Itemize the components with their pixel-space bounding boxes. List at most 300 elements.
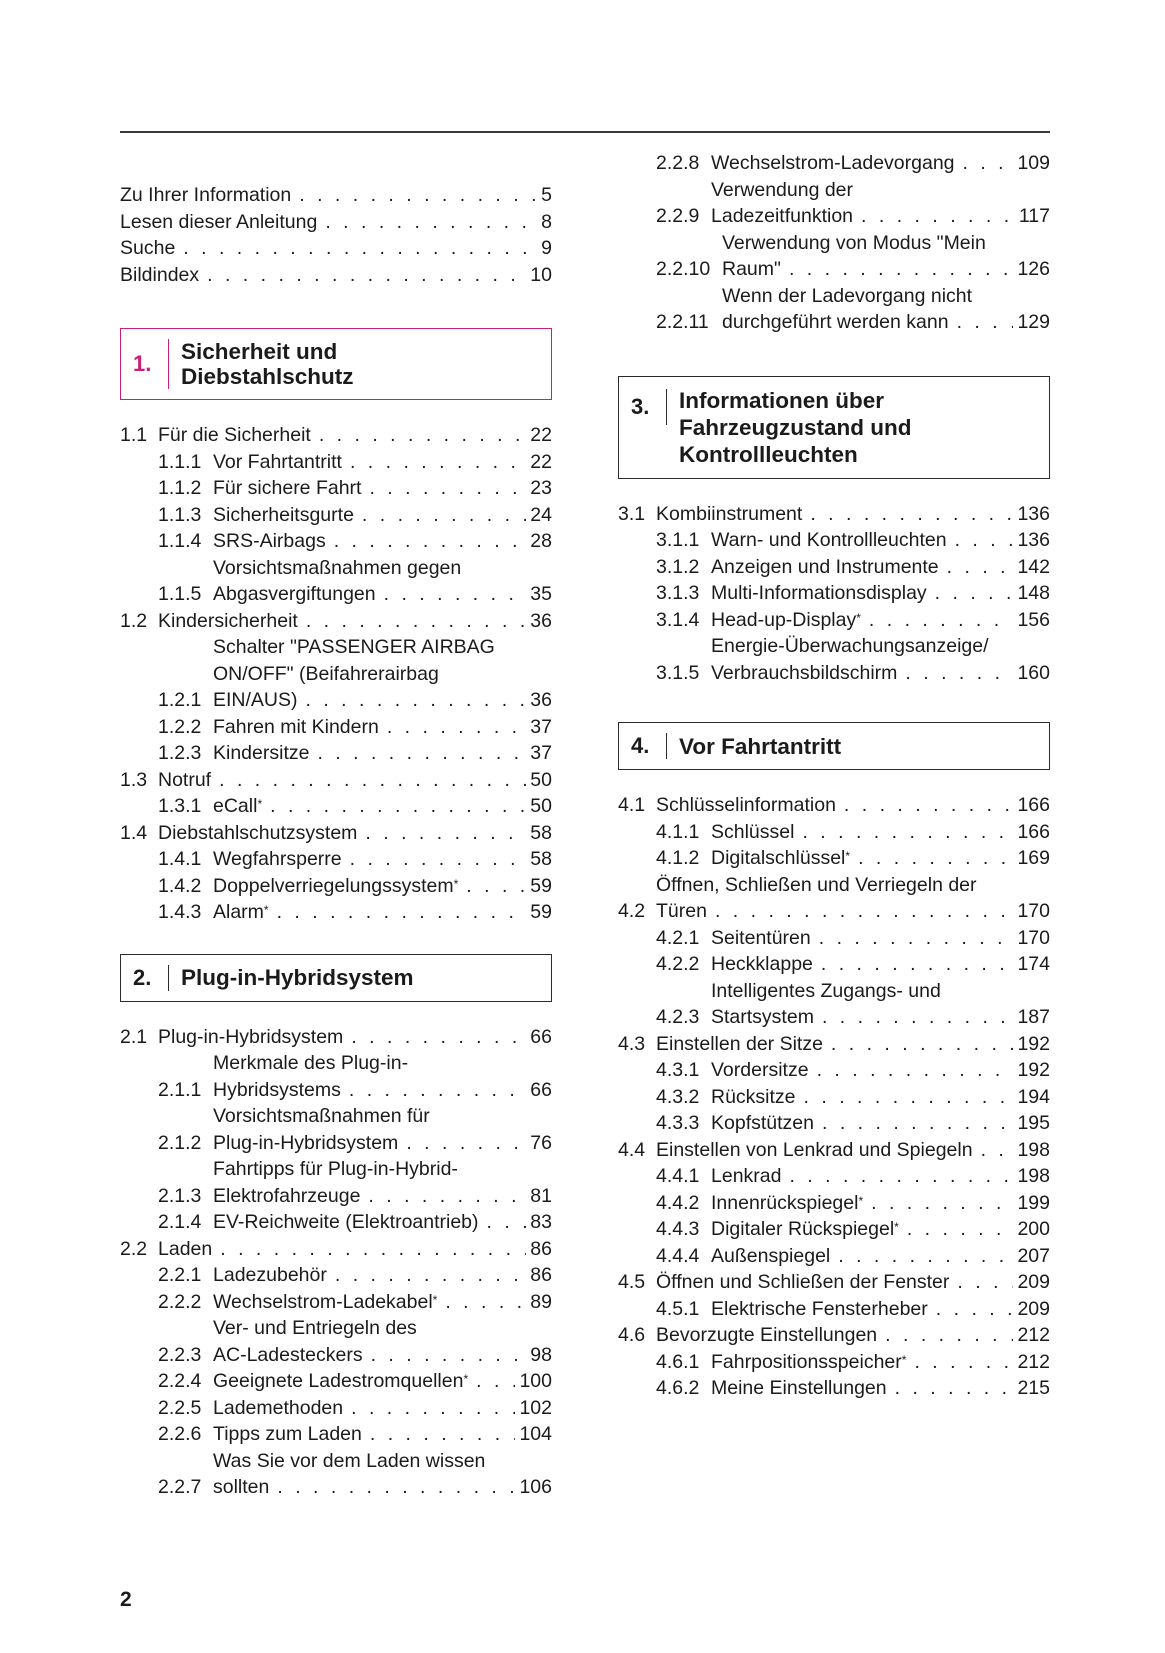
leader-dots (831, 1031, 1014, 1058)
leader-dots (370, 1421, 516, 1448)
toc-entry-number: 4.3.2 (656, 1085, 700, 1108)
toc-entry-last-line (711, 819, 1050, 846)
toc-entry-last-line (213, 581, 552, 608)
toc-entry[interactable] (120, 262, 552, 289)
toc-entry-last-line (213, 1368, 552, 1395)
toc-entry-title: Kombiinstrument (656, 502, 803, 525)
toc-entry[interactable] (618, 1057, 1050, 1084)
toc-entry-last-line (158, 1024, 552, 1051)
leader-dots (365, 820, 526, 847)
toc-entry-page: 194 (1017, 1085, 1050, 1108)
toc-entry-number: 4.5.1 (656, 1297, 700, 1320)
toc-entry-number: 4.1.2 (656, 847, 700, 869)
toc-entry[interactable] (120, 1050, 552, 1103)
leader-dots (349, 1077, 526, 1104)
toc-entry-text (213, 1209, 552, 1236)
footnote-asterisk: * (845, 849, 851, 863)
toc-entry-page: 66 (530, 1025, 552, 1048)
toc-entry-number: 1.2 (120, 609, 148, 632)
chapter-3-list (618, 501, 1050, 687)
toc-entry[interactable] (618, 177, 1050, 230)
toc-entry-page: 166 (1017, 794, 1050, 816)
toc-entry-page: 83 (530, 1211, 552, 1233)
toc-entry-number: 2.2.2 (158, 1290, 202, 1313)
toc-entry-page: 50 (530, 795, 552, 817)
chapter-4-list (618, 792, 1050, 1402)
toc-entry[interactable] (618, 1322, 1050, 1349)
leader-dots (861, 203, 1015, 230)
toc-entry-text (656, 1322, 1050, 1349)
toc-entry-page: 126 (1017, 258, 1050, 280)
toc-entry-text (213, 528, 552, 555)
toc-entry-last-line (213, 1262, 552, 1289)
toc-entry-text (711, 925, 1050, 952)
toc-entry-last-line (711, 1349, 1050, 1376)
toc-entry-title: Fahren mit Kindern (213, 715, 379, 738)
toc-entry-number: 4.3.3 (656, 1112, 700, 1134)
footnote-asterisk: * (858, 1193, 864, 1208)
toc-entry-number: 1.4.2 (158, 874, 202, 897)
toc-entry[interactable] (120, 1103, 552, 1156)
toc-entry[interactable] (120, 1395, 552, 1422)
toc-entry-last-line (722, 309, 1050, 336)
toc-entry-text (656, 1269, 1050, 1296)
toc-entry-title: Ladezeitfunktion (711, 205, 854, 227)
toc-entry[interactable] (618, 527, 1050, 554)
toc-entry[interactable] (120, 1315, 552, 1368)
toc-entry[interactable] (120, 1209, 552, 1236)
leader-dots (955, 527, 1014, 554)
toc-entry-text (213, 1448, 552, 1501)
toc-entry-title: Multi-Informationsdisplay (711, 582, 927, 604)
toc-entry[interactable] (618, 978, 1050, 1031)
leader-dots (957, 309, 1014, 336)
toc-entry-last-line (656, 1269, 1050, 1296)
toc-entry-text (711, 633, 1050, 686)
chapter-2-continued-list (618, 150, 1050, 336)
toc-entry[interactable] (120, 899, 552, 926)
toc-entry-page: 22 (530, 450, 552, 473)
toc-entry-page: 98 (530, 1343, 552, 1366)
toc-entry-title: Türen (656, 900, 707, 922)
toc-entry-page: 37 (530, 742, 552, 764)
leader-dots (351, 1395, 515, 1422)
toc-entry[interactable] (618, 1375, 1050, 1402)
toc-entry-page: 28 (530, 530, 552, 552)
toc-entry-number: 2.2.5 (158, 1396, 202, 1419)
toc-entry-title: Alarm (213, 901, 264, 923)
toc-entry-text (711, 1216, 1050, 1243)
toc-entry[interactable] (618, 150, 1050, 177)
toc-entry-text (213, 846, 552, 873)
toc-entry-title: Rücksitze (711, 1085, 796, 1108)
toc-entry-page: 109 (1017, 152, 1050, 174)
toc-entry-number: 4.3 (618, 1032, 646, 1055)
toc-entry[interactable] (618, 925, 1050, 952)
toc-entry[interactable] (618, 1190, 1050, 1217)
toc-entry-title: eCall (213, 795, 258, 817)
toc-entry[interactable] (120, 1024, 552, 1051)
toc-entry-text (711, 978, 1050, 1031)
toc-entry-text (213, 555, 552, 608)
leader-dots (947, 554, 1014, 581)
toc-entry-last-line (711, 580, 1050, 607)
leader-dots (935, 580, 1014, 607)
toc-entry-number: 4.4.2 (656, 1191, 700, 1214)
toc-entry-title: Plug-in-Hybridsystem (213, 1131, 399, 1154)
toc-entry-last-line (213, 740, 552, 767)
toc-entry-text (711, 607, 1050, 634)
toc-entry-title: AC-Ladesteckers (213, 1343, 363, 1366)
toc-entry-number: 4.2.1 (656, 926, 700, 949)
leader-dots (369, 475, 526, 502)
toc-entry[interactable] (120, 182, 552, 209)
toc-entry-title: Startsystem (711, 1006, 814, 1028)
toc-entry-last-line (213, 1395, 552, 1422)
toc-entry[interactable] (120, 1156, 552, 1209)
toc-entry[interactable] (618, 1216, 1050, 1243)
toc-entry[interactable] (120, 1236, 552, 1263)
toc-entry-last-line (711, 1057, 1050, 1084)
toc-entry-last-line (158, 820, 552, 847)
toc-entry-page: 35 (530, 583, 552, 605)
toc-entry-text (711, 150, 1050, 177)
toc-entry[interactable] (120, 528, 552, 555)
toc-entry-last-line (711, 660, 1050, 687)
toc-entry-last-line (711, 554, 1050, 581)
toc-entry[interactable] (120, 608, 552, 635)
toc-entry-page: 142 (1017, 555, 1050, 578)
toc-entry[interactable] (618, 1163, 1050, 1190)
toc-entry-title: Lademethoden (213, 1396, 344, 1419)
toc-entry-last-line (213, 1289, 552, 1316)
leader-dots (371, 1342, 527, 1369)
toc-entry[interactable] (618, 1031, 1050, 1058)
leader-dots (466, 873, 526, 900)
leader-dots (351, 1024, 526, 1051)
chapter-1-title: Sicherheit und Diebstahlschutz (181, 339, 354, 389)
toc-entry[interactable] (618, 951, 1050, 978)
toc-entry-last-line (120, 209, 552, 236)
toc-entry-text (711, 845, 1050, 872)
toc-entry-number: 1.4.1 (158, 848, 202, 870)
toc-entry-text (711, 1057, 1050, 1084)
toc-entry[interactable] (120, 873, 552, 900)
toc-entry-text (711, 1243, 1050, 1270)
toc-entry-text (722, 230, 1050, 283)
leader-dots (183, 235, 537, 262)
toc-entry-number: 2.1.1 (158, 1078, 202, 1101)
toc-entry-text (213, 502, 552, 529)
toc-entry-last-line (711, 527, 1050, 554)
toc-entry-page: 58 (530, 821, 552, 844)
toc-entry[interactable] (120, 740, 552, 767)
toc-entry[interactable] (618, 1110, 1050, 1137)
toc-entry[interactable] (120, 1262, 552, 1289)
toc-entry-number: 4.4.1 (656, 1165, 700, 1187)
toc-entry[interactable] (120, 793, 552, 820)
chapter-3-number: 3. (619, 389, 667, 425)
toc-entry-title: Ladezubehör (213, 1264, 327, 1286)
toc-entry[interactable] (618, 501, 1050, 528)
toc-entry-title: Vor Fahrtantritt (213, 450, 342, 473)
toc-entry-number: 2.2.6 (158, 1423, 202, 1445)
toc-entry-number: 4.4.3 (656, 1218, 700, 1240)
toc-entry-text (213, 1395, 552, 1422)
toc-entry-page: 215 (1017, 1377, 1050, 1399)
leader-dots (219, 767, 526, 794)
toc-entry[interactable] (120, 235, 552, 262)
chapter-2-header (120, 954, 552, 1002)
toc-entry-title-line: Verwendung der (711, 178, 854, 201)
chapter-2-list (120, 1024, 552, 1501)
toc-entry-title: Plug-in-Hybridsystem (158, 1025, 344, 1048)
toc-entry-last-line (213, 793, 552, 820)
toc-entry-text (711, 951, 1050, 978)
toc-entry-number: 4.2.3 (656, 1006, 700, 1028)
toc-entry-page: 8 (541, 210, 552, 233)
toc-entry-title: Kindersitze (213, 742, 310, 764)
toc-entry-page: 59 (530, 901, 552, 923)
toc-entry-title: Suche (120, 237, 176, 259)
toc-entry-number: 1.3 (120, 768, 148, 791)
toc-entry[interactable] (120, 449, 552, 476)
leader-dots (350, 449, 526, 476)
toc-entry[interactable] (618, 792, 1050, 819)
toc-entry-title: Tipps zum Laden (213, 1423, 362, 1445)
toc-entry-title-line: Was Sie vor dem Laden wissen (213, 1449, 486, 1472)
toc-entry-number: 2.2.7 (158, 1476, 202, 1498)
toc-entry-page: 207 (1017, 1244, 1050, 1267)
toc-entry[interactable] (618, 872, 1050, 925)
toc-entry-last-line (213, 714, 552, 741)
toc-entry-last-line (656, 1137, 1050, 1164)
toc-entry-number: 4.6.2 (656, 1377, 700, 1399)
toc-entry[interactable] (120, 502, 552, 529)
toc-entry[interactable] (618, 1137, 1050, 1164)
toc-entry-number: 1.1 (120, 424, 148, 446)
leader-dots (476, 1368, 515, 1395)
toc-entry-text (213, 1421, 552, 1448)
toc-entry-number: 1.2.2 (158, 715, 202, 738)
toc-entry-title: Fahrpositionsspeicher (711, 1350, 902, 1373)
toc-entry-number: 1.3.1 (158, 795, 202, 817)
toc-entry[interactable] (120, 1448, 552, 1501)
toc-entry[interactable] (618, 230, 1050, 283)
toc-entry-title: Außenspiegel (711, 1244, 831, 1267)
toc-entry-number: 2.1.3 (158, 1184, 202, 1207)
toc-entry-title: Elektrische Fensterheber (711, 1297, 928, 1320)
toc-entry[interactable] (618, 1084, 1050, 1111)
page-number: 2 (120, 1588, 132, 1611)
toc-entry-text (120, 262, 552, 289)
leader-dots (334, 528, 527, 555)
toc-entry-title-line: Wenn der Ladevorgang nicht (722, 284, 973, 307)
toc-entry-page: 212 (1017, 1324, 1050, 1346)
toc-entry-page: 156 (1017, 608, 1050, 631)
toc-entry[interactable] (618, 607, 1050, 634)
toc-entry-page: 58 (530, 848, 552, 870)
toc-entry-last-line (120, 182, 552, 209)
toc-entry-page: 170 (1017, 926, 1050, 949)
toc-entry-title: Laden (158, 1237, 213, 1260)
toc-entry[interactable] (618, 819, 1050, 846)
leader-dots (914, 1349, 1013, 1376)
toc-entry-number: 2.2.3 (158, 1343, 202, 1366)
toc-entry-text (213, 475, 552, 502)
toc-entry-title: Kindersicherheit (158, 609, 298, 632)
toc-entry-page: 198 (1017, 1138, 1050, 1161)
chapter-1-number: 1. (121, 339, 169, 389)
toc-entry-number: 1.1.5 (158, 583, 202, 605)
toc-entry-text (656, 792, 1050, 819)
toc-entry-title: Bildindex (120, 263, 200, 286)
leader-dots (885, 1322, 1013, 1349)
toc-entry-title: Schlüsselinformation (656, 794, 836, 816)
leader-dots (822, 1110, 1013, 1137)
toc-entry[interactable] (120, 1368, 552, 1395)
toc-entry-text (213, 634, 552, 714)
footnote-asterisk: * (894, 1220, 899, 1234)
toc-entry-number: 3.1 (618, 502, 646, 525)
toc-entry-number: 2.1 (120, 1025, 148, 1048)
chapter-4-header (618, 722, 1050, 770)
toc-entry-number: 4.4 (618, 1138, 646, 1161)
toc-entry-title: Für die Sicherheit (158, 424, 311, 446)
toc-entry-number: 2.2.8 (656, 152, 700, 174)
leader-dots (350, 846, 527, 873)
toc-entry-last-line (711, 925, 1050, 952)
leader-dots (445, 1289, 526, 1316)
leader-dots (317, 740, 526, 767)
toc-entry[interactable] (618, 845, 1050, 872)
toc-entry-text (656, 1031, 1050, 1058)
toc-entry-last-line (213, 502, 552, 529)
toc-entry[interactable] (618, 1349, 1050, 1376)
toc-entry-title: sollten (213, 1476, 270, 1498)
leader-dots (220, 1236, 526, 1263)
toc-entry[interactable] (618, 554, 1050, 581)
toc-entry[interactable] (618, 633, 1050, 686)
leader-dots (810, 501, 1013, 528)
toc-entry-number: 3.1.2 (656, 555, 700, 578)
toc-entry-last-line (722, 256, 1050, 283)
leader-dots (817, 1057, 1014, 1084)
footnote-asterisk: * (856, 610, 861, 625)
toc-entry-number: 3.1.3 (656, 582, 700, 604)
toc-entry-last-line (213, 449, 552, 476)
toc-entry-number: 4.5 (618, 1271, 646, 1293)
toc-entry-last-line (213, 475, 552, 502)
toc-entry[interactable] (618, 283, 1050, 336)
toc-entry-text (120, 182, 552, 209)
toc-entry-last-line (213, 873, 552, 900)
toc-entry-number: 2.2.9 (656, 205, 700, 227)
toc-entry-title: Digitalschlüssel (711, 847, 846, 869)
toc-entry-title-line: Schalter "PASSENGER AIRBAG (213, 636, 495, 658)
toc-entry-last-line (213, 846, 552, 873)
toc-entry-text (213, 1262, 552, 1289)
toc-entry-page: 195 (1017, 1112, 1050, 1134)
footnote-asterisk: * (257, 797, 263, 811)
toc-entry-title: Einstellen der Sitze (656, 1032, 823, 1055)
toc-entry-title: Digitaler Rückspiegel (711, 1218, 895, 1240)
toc-entry-text (213, 449, 552, 476)
toc-entry-number: 4.4.4 (656, 1244, 700, 1267)
toc-entry[interactable] (618, 1269, 1050, 1296)
leader-dots (487, 1209, 527, 1236)
toc-entry-text (158, 1236, 552, 1263)
toc-entry-last-line (213, 528, 552, 555)
toc-entry[interactable] (120, 555, 552, 608)
toc-entry-page: 169 (1017, 847, 1050, 869)
toc-entry-number: 1.1.3 (158, 503, 202, 526)
toc-entry[interactable] (120, 1421, 552, 1448)
toc-entry-page: 36 (530, 609, 552, 632)
toc-entry[interactable] (120, 422, 552, 449)
toc-entry-text (158, 608, 552, 635)
toc-entry-page: 10 (530, 263, 552, 286)
toc-entry-page: 102 (519, 1396, 552, 1419)
toc-entry-title: Doppelverriegelungssystem (213, 874, 454, 897)
toc-entry-number: 4.2.2 (656, 953, 700, 975)
toc-entry-text (213, 1156, 552, 1209)
toc-entry[interactable] (120, 475, 552, 502)
chapter-2-title: Plug-in-Hybridsystem (181, 965, 414, 990)
toc-entry-title: Seitentüren (711, 926, 811, 949)
toc-entry-text (213, 714, 552, 741)
toc-entry[interactable] (120, 209, 552, 236)
toc-entry-title: EV-Reichweite (Elektroantrieb) (213, 1211, 479, 1233)
toc-entry[interactable] (120, 714, 552, 741)
toc-entry[interactable] (618, 1243, 1050, 1270)
toc-entry-page: 170 (1017, 900, 1050, 922)
toc-entry-number: 2.2.1 (158, 1264, 202, 1286)
leader-dots (819, 925, 1014, 952)
toc-entry-title: Innenrückspiegel (711, 1191, 859, 1214)
toc-entry-number: 4.2 (618, 900, 646, 922)
toc-entry-title-line: Ver- und Entriegeln des (213, 1317, 417, 1339)
toc-entry[interactable] (618, 580, 1050, 607)
toc-entry-page: 89 (530, 1290, 552, 1313)
toc-entry[interactable] (120, 846, 552, 873)
toc-entry[interactable] (120, 820, 552, 847)
toc-entry[interactable] (120, 634, 552, 714)
toc-entry-page: 136 (1017, 502, 1050, 525)
toc-entry-number: 2.1.4 (158, 1211, 202, 1233)
toc-entry-page: 23 (530, 477, 552, 499)
toc-entry-last-line (711, 951, 1050, 978)
toc-entry-page: 104 (519, 1423, 552, 1445)
toc-entry[interactable] (618, 1296, 1050, 1323)
leader-dots (319, 422, 526, 449)
toc-entry[interactable] (120, 767, 552, 794)
toc-entry-last-line (158, 1236, 552, 1263)
toc-entry-title: durchgeführt werden kann (722, 311, 949, 333)
leader-dots (804, 1084, 1014, 1111)
leader-dots (270, 793, 526, 820)
toc-entry-last-line (213, 1474, 552, 1501)
chapter-2-number: 2. (121, 965, 169, 991)
toc-entry-text (711, 1190, 1050, 1217)
toc-entry[interactable] (120, 1289, 552, 1316)
toc-entry-page: 209 (1017, 1297, 1050, 1320)
chapter-4-title: Vor Fahrtantritt (679, 733, 842, 759)
toc-entry-number: 1.1.2 (158, 477, 202, 499)
toc-entry-title: Schlüssel (711, 820, 795, 843)
toc-entry-last-line (711, 1296, 1050, 1323)
toc-entry-last-line (711, 203, 1050, 230)
